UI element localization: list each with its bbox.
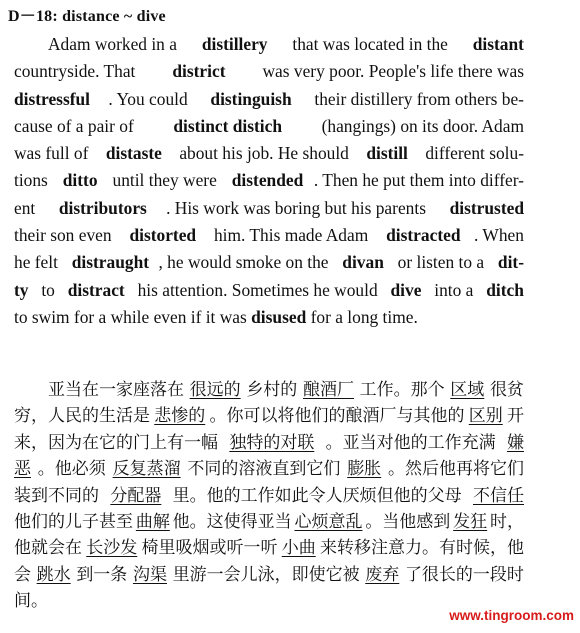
vocab-phrase: 嫌	[506, 432, 524, 453]
vocab-word: distill	[366, 143, 408, 164]
vocab-phrase: 区别	[468, 406, 503, 427]
text-run: 间。	[14, 591, 48, 612]
vocab-phrase: 反复蒸溜	[112, 459, 181, 480]
text-run: countryside. That	[14, 61, 140, 82]
text-run: 乡村的	[246, 380, 298, 400]
text-run: was full of	[14, 143, 93, 164]
text-run: ent	[14, 197, 40, 218]
text-run: to swim for a while even if it was	[14, 306, 252, 327]
text-run: 里游一会儿泳，即使它被	[172, 564, 360, 585]
vocab-word: district	[172, 61, 226, 82]
text-run: 开	[507, 406, 524, 427]
vocab-word: distract	[67, 279, 125, 300]
english-line	[14, 113, 524, 140]
text-run: cause of a pair of	[14, 115, 139, 136]
text-run: 时，	[489, 511, 524, 532]
text-run: 。你可以将他们的酿酒厂与其他的	[209, 406, 465, 427]
vocab-word: distributors	[58, 197, 147, 218]
text-run: 。他必须	[37, 459, 106, 480]
page-title: D－18: distance ~ dive	[8, 8, 166, 25]
text-run: 装到不同的	[14, 485, 99, 506]
text-run: 里。他的工作如此令人厌烦但他的父母	[172, 485, 462, 506]
vocab-phrase: 很远的	[189, 380, 241, 400]
text-run: 。然后他再将它们	[387, 459, 524, 480]
text-run: 工作。那个	[359, 380, 445, 400]
text-run: 来转移注意力。有时候，他	[320, 538, 524, 559]
vocab-word: dit-	[497, 252, 524, 273]
text-run: their son even	[14, 225, 116, 246]
text-run: , he would smoke on the	[158, 252, 333, 273]
text-run: . Then he put them into differ-	[313, 170, 524, 191]
vocab-phrase: 废弃	[365, 564, 400, 585]
vocab-phrase: 独特的对联	[229, 432, 315, 453]
text-run: different solu-	[420, 143, 524, 164]
text-run: 不同的溶液直到它们	[187, 459, 341, 480]
chinese-line	[14, 483, 524, 509]
text-run: 到一条	[76, 564, 128, 585]
vocab-word: dive	[390, 279, 422, 300]
vocab-phrase: 长沙发	[86, 538, 138, 559]
chinese-paragraph	[14, 377, 524, 615]
text-run: his attention. Sometimes he would	[133, 279, 382, 300]
chinese-line	[14, 535, 524, 561]
text-run: 了很长的一段时	[404, 564, 524, 585]
text-run: 。当他感到	[365, 511, 451, 532]
text-run: 会	[14, 564, 31, 585]
english-line	[14, 249, 524, 276]
text-run: about his job. He should	[174, 143, 354, 164]
english-line	[14, 222, 524, 249]
vocab-phrase: 膨胀	[347, 459, 382, 480]
vocab-phrase: 区域	[450, 380, 485, 400]
vocab-word: disused	[251, 306, 307, 327]
vocab-phrase: 心烦意乱	[294, 511, 363, 532]
text-run: (hangings) on its door. Adam	[317, 115, 524, 136]
text-run: into a	[429, 279, 478, 300]
text-run: or listen to a	[393, 252, 489, 273]
vocab-phrase: 不信任	[472, 485, 524, 506]
chinese-line	[14, 562, 524, 588]
text-run: 椅里吸烟或听一听	[141, 538, 278, 559]
vocab-word: distracted	[386, 225, 461, 246]
vocab-word: distraught	[71, 252, 150, 273]
vocab-word: distillery	[201, 34, 268, 54]
vocab-word: divan	[342, 252, 384, 273]
vocab-word: ditto	[62, 170, 98, 191]
english-line	[14, 86, 524, 113]
vocab-word: distressful	[14, 88, 91, 109]
vocab-word: distorted	[129, 225, 197, 246]
english-line	[14, 195, 524, 222]
text-run: was very poor. People's life there was	[258, 61, 524, 82]
text-run: that was located in the	[288, 34, 453, 54]
vocab-phrase: 发狂	[453, 511, 488, 532]
english-line	[14, 167, 524, 194]
vocab-phrase: 恶	[14, 459, 31, 480]
vocab-word: distinguish	[210, 88, 292, 109]
text-run: 穷，人民的生活是	[14, 406, 150, 427]
vocab-phrase: 曲解	[135, 511, 170, 532]
chinese-line	[14, 456, 524, 482]
text-run: tions	[14, 170, 53, 191]
vocab-word: ty	[14, 279, 29, 300]
watermark-url: www.tingroom.com	[449, 608, 574, 623]
vocab-word: distaste	[105, 143, 162, 164]
chinese-line	[14, 509, 524, 535]
text-run: 他就会在	[14, 538, 82, 559]
chinese-line	[14, 377, 524, 403]
text-run: he felt	[14, 252, 63, 273]
english-line	[14, 140, 524, 167]
text-run: him. This made Adam	[209, 225, 373, 246]
vocab-word: distended	[231, 170, 304, 191]
chinese-line	[14, 430, 524, 456]
vocab-phrase: 跳水	[36, 564, 71, 585]
text-run: 他们的儿子甚至	[14, 511, 133, 532]
vocab-word: distinct distich	[173, 115, 283, 136]
text-run: for a long time.	[306, 306, 418, 327]
vocab-phrase: 分配器	[110, 485, 162, 506]
text-run: . You could	[108, 88, 193, 109]
english-paragraph	[14, 31, 524, 331]
english-line	[14, 31, 524, 58]
chinese-line	[14, 588, 524, 614]
vocab-phrase: 悲惨的	[154, 406, 206, 427]
text-run: their distillery from others be-	[310, 88, 524, 109]
vocab-phrase: 酿酒厂	[302, 380, 354, 400]
english-line	[14, 58, 524, 85]
text-run: . When	[474, 225, 524, 246]
vocab-phrase: 小曲	[281, 538, 316, 559]
english-line	[14, 304, 524, 331]
vocab-word: ditch	[486, 279, 524, 300]
text-run: 很贫	[489, 380, 524, 400]
text-run: 他。这使得亚当	[172, 511, 292, 532]
text-run: until they were	[108, 170, 222, 191]
text-run: . His work was boring but his parents	[166, 197, 431, 218]
text-run: 亚当在一家座落在	[48, 380, 184, 400]
text-run: Adam worked in a	[48, 34, 182, 54]
vocab-word: distant	[472, 34, 524, 54]
vocab-word: distrusted	[449, 197, 524, 218]
text-run: 。亚当对他的工作充满	[325, 432, 496, 453]
vocab-phrase: 沟渠	[132, 564, 167, 585]
english-line	[14, 277, 524, 304]
chinese-line	[14, 403, 524, 429]
text-run: to	[37, 279, 60, 300]
text-run: 来，因为在它的门上有一幅	[14, 432, 218, 453]
